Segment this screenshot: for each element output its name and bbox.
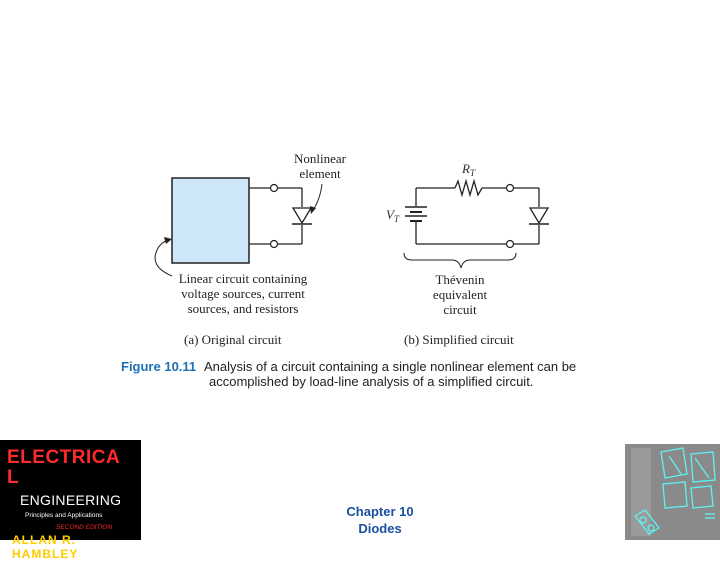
nonlinear-element-label [280, 151, 360, 181]
nonlinear-label-line2: element [299, 166, 341, 181]
linear-label-line1: Linear circuit containing [178, 271, 308, 286]
linear-arrowhead [164, 237, 172, 244]
thevenin-label-line3: circuit [443, 302, 477, 317]
chapter-label [320, 503, 440, 537]
corner-thumbnail-image [625, 444, 720, 540]
terminal-bottom-b [507, 241, 514, 248]
chapter-title: Diodes [358, 521, 402, 536]
nonlinear-arrow [313, 184, 322, 210]
figure-caption [204, 359, 594, 389]
nonlinear-label-line1: Nonlinear [294, 151, 346, 166]
book-author: ALLAN R. HAMBLEY [12, 533, 79, 561]
book-title-line2: L [7, 467, 20, 488]
terminal-bottom-a [271, 241, 278, 248]
voltage-source-vt [405, 207, 427, 221]
subcaption-a: (a) Original circuit [184, 332, 282, 347]
book-edition: SECOND EDITION [56, 524, 112, 531]
caption-line2: accomplished by load-line analysis of a simplified circuit. [209, 374, 534, 389]
subcaption-b: (b) Simplified circuit [404, 332, 514, 347]
terminal-top-a [271, 185, 278, 192]
diode-a [292, 208, 312, 224]
book-title [7, 448, 120, 488]
figure-number: Figure 10.11 [121, 359, 197, 374]
chapter-number: Chapter 10 [346, 504, 414, 519]
book-title-line1: ELECTRICA [7, 447, 121, 468]
linear-circuit-label [163, 271, 323, 316]
caption-line1: Analysis of a circuit containing a single nonlinear element can be [204, 359, 577, 374]
linear-label-line2: voltage sources, current [181, 286, 305, 301]
rt-symbol: $R_T$ [462, 161, 475, 178]
terminal-top-b [507, 185, 514, 192]
book-subtitle: Principles and Applications [25, 512, 103, 519]
original-circuit-wires [249, 188, 302, 244]
simplified-circuit-wires [416, 188, 539, 244]
resistor-rt [455, 181, 482, 195]
thevenin-label-line1: Thévenin [435, 272, 485, 287]
book-engineering: ENGINEERING [20, 492, 122, 508]
engineering-sketch-icon [625, 444, 720, 540]
thevenin-label [418, 272, 502, 317]
diode-b [529, 208, 549, 224]
linear-circuit-box [172, 178, 249, 263]
thevenin-brace [404, 253, 516, 268]
linear-label-line3: sources, and resistors [187, 301, 299, 316]
vt-symbol: $V_T$ [386, 207, 399, 224]
book-cover-logo [0, 440, 141, 561]
thevenin-label-line2: equivalent [432, 287, 488, 302]
